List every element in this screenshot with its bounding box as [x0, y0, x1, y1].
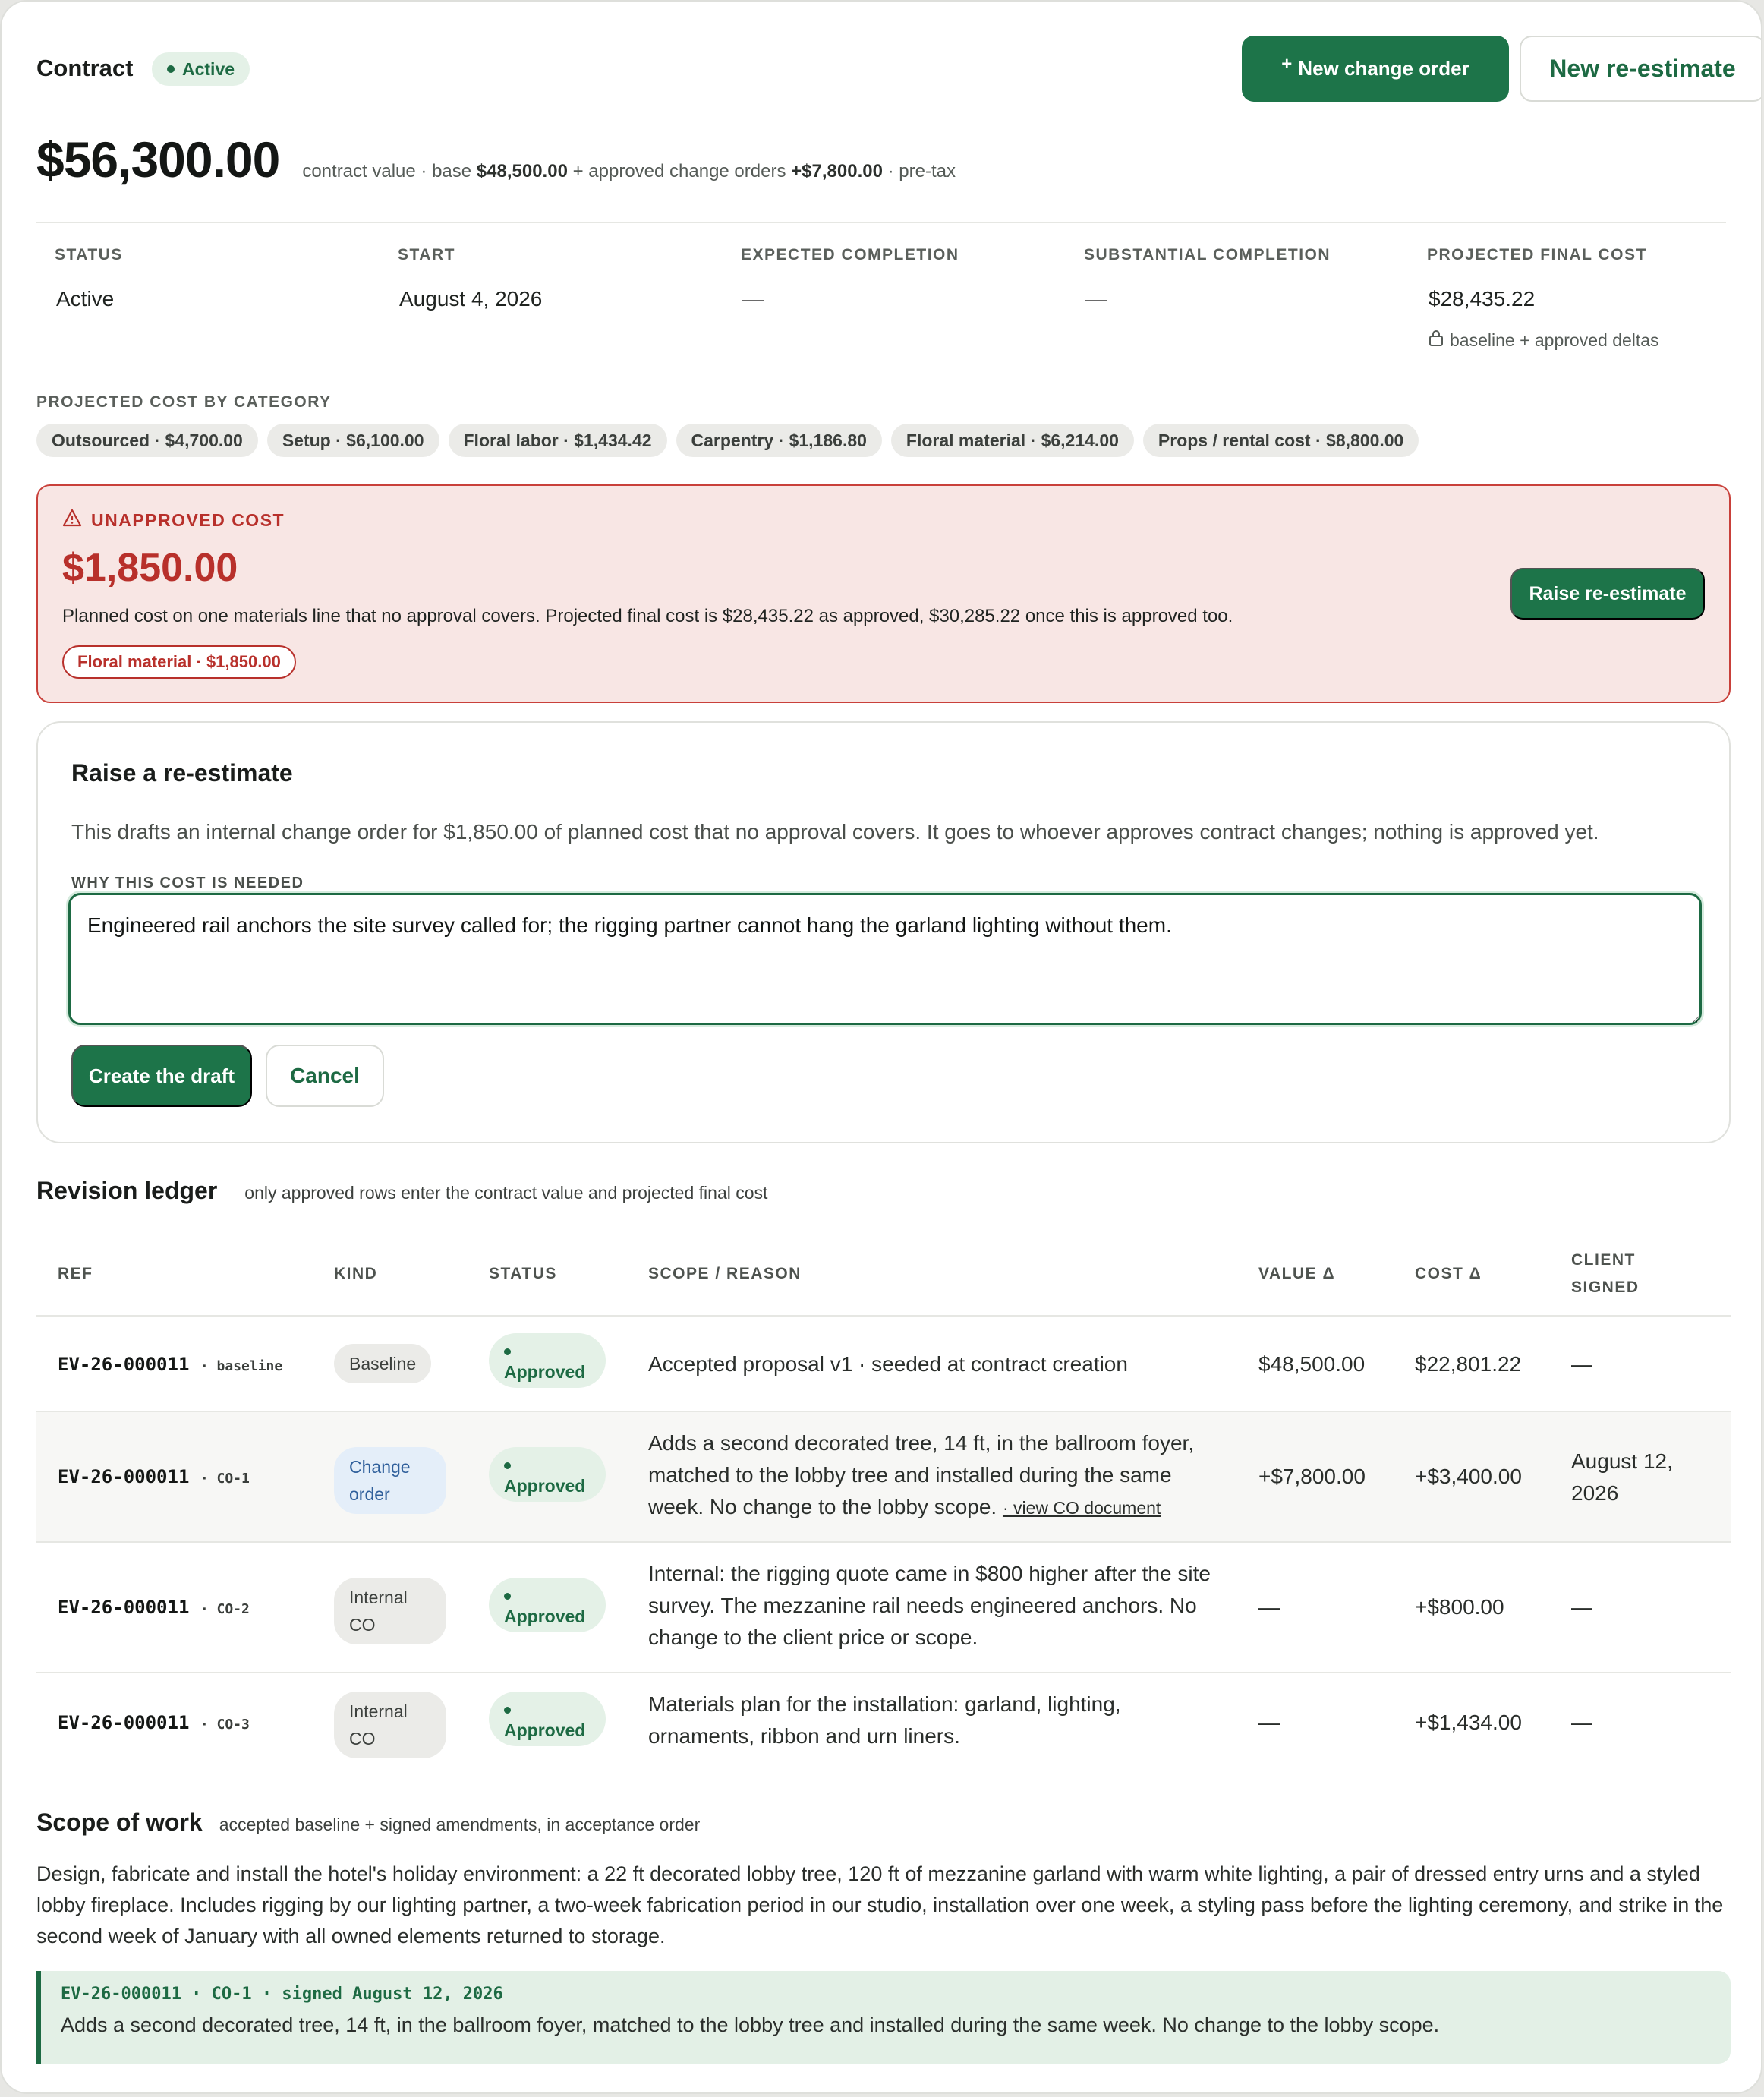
category-chip: Carpentry · $1,186.80 — [676, 424, 882, 457]
stat-substantial-completion — [1066, 246, 1331, 311]
status-dot-icon — [504, 1348, 511, 1355]
status-dot-icon — [504, 1707, 511, 1714]
status-badge — [489, 1447, 606, 1502]
cost-delta-cell: +$1,434.00 — [1415, 1711, 1522, 1734]
alert-title: UNAPPROVED COST — [91, 509, 285, 530]
alert-header — [62, 509, 285, 531]
ref-cell — [58, 1348, 282, 1383]
lock-icon — [1429, 330, 1444, 351]
stat-label: START — [398, 246, 455, 263]
contract-header — [36, 2, 1736, 108]
table-row[interactable] — [36, 1317, 1731, 1412]
ref-code: EV-26-000011 — [58, 1466, 190, 1487]
status-dot-icon — [504, 1462, 511, 1469]
value-delta-cell: — — [1258, 1595, 1280, 1619]
value-delta-cell: +$7,800.00 — [1258, 1465, 1366, 1488]
category-section-label: PROJECTED COST BY CATEGORY — [36, 393, 332, 411]
status-label: Approved — [504, 1476, 586, 1496]
stat-value: $28,435.22 — [1429, 287, 1536, 311]
value-delta-cell: — — [1258, 1711, 1280, 1734]
ref-cell — [58, 1461, 250, 1495]
value-delta-cell: $48,500.00 — [1258, 1352, 1366, 1376]
ref-suffix: · CO-3 — [200, 1717, 250, 1733]
stat-expected-completion — [723, 246, 959, 311]
ref-code: EV-26-000011 — [58, 1354, 190, 1375]
cost-delta-cell: +$800.00 — [1415, 1595, 1504, 1619]
scope-cell: Internal: the rigging quote came in $800 higher after the site survey. The mezzanine rail needs engineered anchors. No change to the client price or scope. — [648, 1562, 1211, 1649]
unapproved-cost-alert — [36, 484, 1731, 703]
status-badge — [489, 1333, 606, 1388]
kind-badge: Change order — [334, 1447, 446, 1514]
value-note-prefix: contract value · base — [302, 161, 472, 181]
ledger-subtitle: only approved rows enter the contract value and projected final cost — [244, 1183, 768, 1203]
status-badge — [489, 1692, 606, 1746]
signed-amendment — [36, 1971, 1731, 2064]
scope-title: Scope of work — [36, 1808, 203, 1836]
category-chip: Floral material · $6,214.00 — [891, 424, 1134, 457]
category-chip: Outsourced · $4,700.00 — [36, 424, 258, 457]
column-header-value-delta: VALUE Δ — [1258, 1265, 1336, 1282]
new-change-order-label: New change order — [1298, 57, 1469, 80]
table-header-row — [36, 1233, 1731, 1317]
column-header-scope: SCOPE / REASON — [648, 1265, 802, 1282]
reason-textarea[interactable] — [68, 893, 1702, 1025]
new-change-order-button[interactable] — [1242, 36, 1509, 102]
ref-code: EV-26-000011 — [58, 1597, 190, 1618]
ref-code: EV-26-000011 — [58, 1712, 190, 1733]
ref-cell — [58, 1707, 250, 1741]
projected-cost-note — [1429, 330, 1659, 351]
form-description: This drafts an internal change order for $1,850.00 of planned cost that no approval covers. It goes to whoever approves contract changes; nothing is approved yet. — [71, 820, 1599, 844]
ref-suffix: · CO-2 — [200, 1601, 250, 1617]
status-dot-icon — [504, 1593, 511, 1600]
stat-label: EXPECTED COMPLETION — [741, 246, 959, 263]
scope-text: Adds a second decorated tree, 14 ft, in the ballroom foyer, matched to the lobby tree and installed during the same week. No change to the lobby scope. — [648, 1431, 1195, 1518]
ledger-title: Revision ledger — [36, 1177, 218, 1204]
value-note-mid: + approved change orders — [572, 161, 786, 181]
kind-badge: Internal CO — [334, 1578, 446, 1644]
create-draft-button[interactable]: Create the draft — [71, 1045, 252, 1107]
status-dot-icon — [167, 65, 175, 73]
category-chip: Props / rental cost · $8,800.00 — [1143, 424, 1419, 457]
cancel-button[interactable]: Cancel — [266, 1045, 384, 1107]
scope-description: Design, fabricate and install the hotel's holiday environment: a 22 ft decorated lobby tree, 120 ft of mezzanine garland with warm white lighting, a pair of dressed entry urns and a styled lobby fireplace. Includes rigging by our lighting partner, a two-week fabrication period in our studio, installation over one week, a styling pass before the lighting ceremony, and strike in the second week of January with all owned elements returned to storage. — [36, 1862, 1724, 1947]
unapproved-category-chip: Floral material · $1,850.00 — [62, 645, 296, 679]
form-title: Raise a re-estimate — [71, 759, 293, 787]
status-badge-label: Active — [182, 58, 235, 79]
amendment-header: EV-26-000011 · CO-1 · signed August 12, 2026 — [61, 1985, 503, 2004]
kind-badge: Baseline — [334, 1344, 431, 1383]
column-header-kind: KIND — [334, 1265, 378, 1282]
alert-description: Planned cost on one materials line that no approval covers. Projected final cost is $28,435.22 as approved, $30,285.22 once this is approved too. — [62, 606, 1233, 626]
scope-cell — [648, 1427, 1225, 1524]
kind-badge: Internal CO — [334, 1692, 446, 1758]
reestimate-form — [36, 721, 1731, 1143]
table-row[interactable] — [36, 1543, 1731, 1673]
scope-cell: Materials plan for the installation: garland, lighting, ornaments, ribbon and urn liners. — [648, 1692, 1121, 1748]
page-title: Contract — [36, 55, 134, 81]
unapproved-amount: $1,850.00 — [62, 546, 238, 590]
stat-label: PROJECTED FINAL COST — [1427, 246, 1647, 263]
contract-value-row — [36, 131, 956, 188]
value-note-suffix: · pre-tax — [887, 161, 956, 181]
ref-suffix: · CO-1 — [200, 1471, 250, 1487]
cost-delta-cell: $22,801.22 — [1415, 1352, 1522, 1376]
stat-label: SUBSTANTIAL COMPLETION — [1084, 246, 1331, 263]
client-signed-cell: — — [1571, 1711, 1592, 1734]
projected-cost-note-text: baseline + approved deltas — [1450, 330, 1659, 350]
contract-stats — [36, 246, 1731, 360]
scope-header — [36, 1808, 700, 1837]
table-row[interactable] — [36, 1412, 1731, 1543]
plus-icon: + — [1281, 53, 1293, 74]
contract-value: $56,300.00 — [36, 131, 280, 188]
column-header-status: STATUS — [489, 1265, 557, 1282]
stat-value: — — [742, 287, 764, 311]
raise-reestimate-button[interactable]: Raise re-estimate — [1510, 568, 1705, 620]
reason-field-label: WHY THIS COST IS NEEDED — [71, 875, 304, 891]
client-signed-cell: — — [1571, 1595, 1592, 1619]
column-header-cost-delta: COST Δ — [1415, 1265, 1482, 1282]
stat-start — [380, 246, 542, 311]
stat-value: Active — [56, 287, 115, 311]
status-badge — [489, 1578, 606, 1632]
category-chip: Floral labor · $1,434.42 — [449, 424, 667, 457]
contract-value-note — [302, 161, 956, 182]
status-label: Approved — [504, 1720, 586, 1740]
ledger-header — [36, 1177, 767, 1205]
status-badge — [152, 52, 250, 86]
scope-subtitle: accepted baseline + signed amendments, in acceptance order — [219, 1815, 701, 1834]
amendment-text: Adds a second decorated tree, 14 ft, in the ballroom foyer, matched to the lobby tree and installed during the same week. No change to the lobby scope. — [61, 2013, 1440, 2036]
warning-triangle-icon — [62, 509, 82, 531]
view-co-document-link[interactable]: · view CO document — [1002, 1498, 1161, 1518]
stat-status — [36, 246, 123, 311]
ref-suffix: · baseline — [200, 1358, 283, 1374]
ref-cell — [58, 1591, 250, 1626]
status-label: Approved — [504, 1362, 586, 1382]
stat-value: — — [1085, 287, 1107, 311]
new-reestimate-button[interactable]: New re-estimate — [1520, 36, 1762, 102]
column-header-ref: REF — [58, 1265, 93, 1282]
category-chip: Setup · $6,100.00 — [267, 424, 439, 457]
status-label: Approved — [504, 1607, 586, 1626]
stat-projected-final-cost — [1409, 246, 1659, 351]
stat-label: STATUS — [55, 246, 123, 263]
base-value: $48,500.00 — [476, 161, 568, 181]
cost-delta-cell: +$3,400.00 — [1415, 1465, 1522, 1488]
client-signed-cell: — — [1571, 1352, 1592, 1376]
client-signed-cell: August 12, 2026 — [1571, 1449, 1673, 1505]
stat-value: August 4, 2026 — [399, 287, 543, 311]
column-header-client-signed: CLIENT SIGNED — [1571, 1251, 1640, 1296]
table-row[interactable] — [36, 1673, 1731, 1772]
category-chips — [36, 424, 1419, 457]
approved-cos-value: +$7,800.00 — [791, 161, 883, 181]
scope-cell: Accepted proposal v1 · seeded at contract creation — [648, 1352, 1128, 1376]
divider — [36, 222, 1726, 223]
